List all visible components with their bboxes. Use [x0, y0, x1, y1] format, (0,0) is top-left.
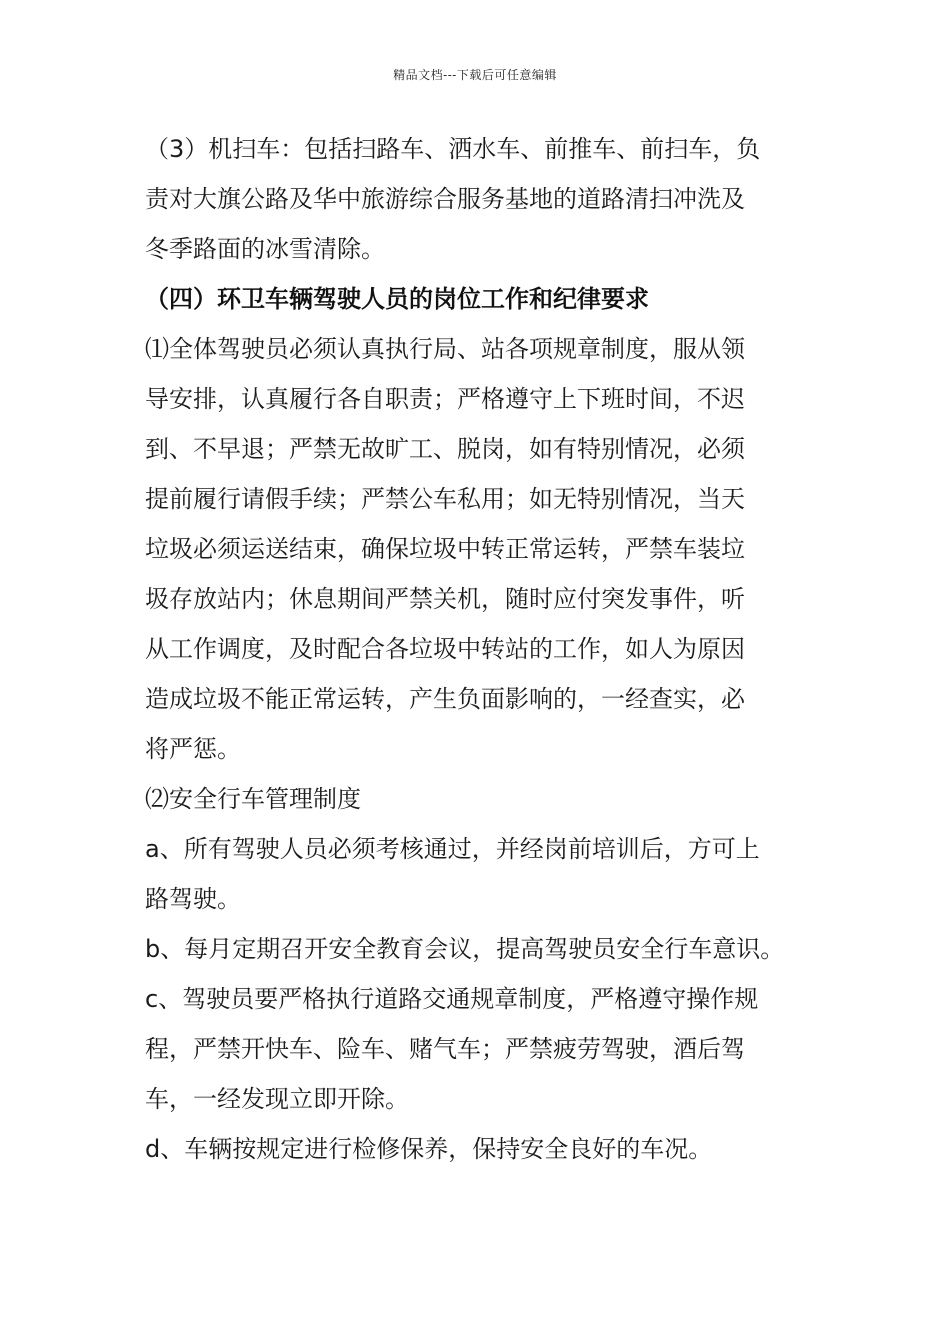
paragraph-line: 提前履行请假手续；严禁公车私用；如无特别情况，当天 — [145, 485, 745, 513]
paragraph-line: d、车辆按规定进行检修保养，保持安全良好的车况。 — [145, 1135, 713, 1163]
page-header: 精品文档---下载后可任意编辑 — [393, 68, 557, 82]
paragraph-line: 程，严禁开快车、险车、赌气车；严禁疲劳驾驶，酒后驾 — [145, 1035, 745, 1063]
paragraph-line: b、每月定期召开安全教育会议，提高驾驶员安全行车意识。 — [145, 935, 785, 963]
paragraph-line: 从工作调度，及时配合各垃圾中转站的工作，如人为原因 — [145, 635, 745, 663]
subsection-title: ⑵安全行车管理制度 — [145, 785, 361, 813]
paragraph-line: 到、不早退；严禁无故旷工、脱岗，如有特别情况，必须 — [145, 435, 745, 463]
paragraph-line: （3）机扫车：包括扫路车、洒水车、前推车、前扫车，负 — [145, 135, 761, 163]
paragraph-line: 冬季路面的冰雪清除。 — [145, 235, 385, 263]
section-heading: （四）环卫车辆驾驶人员的岗位工作和纪律要求 — [145, 285, 649, 313]
paragraph-line: 圾存放站内；休息期间严禁关机，随时应付突发事件，听 — [145, 585, 745, 613]
paragraph-line: c、驾驶员要严格执行道路交通规章制度，严格遵守操作规 — [145, 985, 759, 1013]
paragraph-line: 造成垃圾不能正常运转，产生负面影响的，一经查实，必 — [145, 685, 745, 713]
paragraph-line: 导安排，认真履行各自职责；严格遵守上下班时间，不迟 — [145, 385, 745, 413]
document-body — [145, 124, 825, 1174]
paragraph-line: a、所有驾驶人员必须考核通过，并经岗前培训后，方可上 — [145, 835, 760, 863]
paragraph-line: 车，一经发现立即开除。 — [145, 1085, 409, 1113]
paragraph-line: 垃圾必须运送结束，确保垃圾中转正常运转，严禁车装垃 — [145, 535, 745, 563]
paragraph-line: ⑴全体驾驶员必须认真执行局、站各项规章制度，服从领 — [145, 335, 745, 363]
paragraph-line: 路驾驶。 — [145, 885, 241, 913]
paragraph-line: 责对大旗公路及华中旅游综合服务基地的道路清扫冲洗及 — [145, 185, 745, 213]
paragraph-line: 将严惩。 — [145, 735, 241, 763]
